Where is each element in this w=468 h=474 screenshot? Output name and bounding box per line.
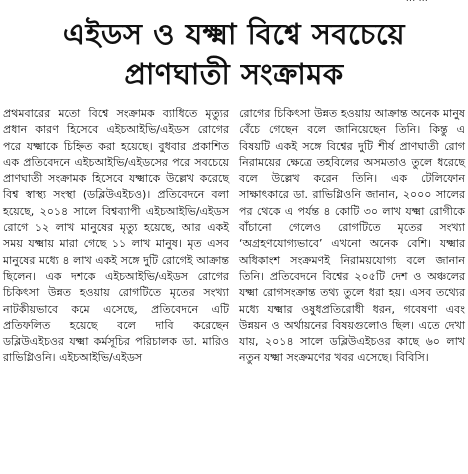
article-headline — [0, 14, 468, 94]
article-column-left: প্রথমবারের মতো বিশ্বে সংক্রামক ব্যাধিতে মৃত্যুর প্রধান কারণ হিসেবে এইচআইভি/এইডস রোগের পরে যক্ষ্মাকে চিহ্নিত করা হয়েছে। বুধবার প্রকাশিত এক প্রতিবেদনে এইচআইভি/এইডসের পরে সবচেয়ে প্রাণঘাতী সংক্রামক হিসেবে যক্ষ্মাকে উল্লেখ করেছে বিশ্ব স্বাস্থ্য সংস্থা (ডব্লিউএইচও)। প্রতিবেদনে বলা হয়েছে, ২০১৪ সালে বিশ্বব্যাপী এইচআইভি/এইডস রোগে ১২ লাখ মানুষের মৃত্যু হয়েছে, আর একই সময় যক্ষ্মায় মারা গেছে ১১ লাখ মানুষ। মৃত এসব মানুষের মধ্যে ৪ লাখ একই সঙ্গে দুটি রোগেই আক্রান্ত ছিলেন। এক দশকে এইচআইভি/এইডস রোগের চিকিৎসা উন্নত হওয়ায় রোগটিতে মৃতের সংখ্যা নাটকীয়ভাবে কমে এসেছে, প্রতিবেদনে এটি প্রতিফলিত হয়েছে বলে দাবি করেছেন ডব্লিউএইচওর যক্ষ্মা কর্মসূচির পরিচালক ডা. মারিও রাভিগ্লিওনি। এইচআইভি/এইডস — [3, 107, 229, 365]
headline-line-2: প্রাণঘাতী সংক্রামক — [124, 57, 344, 91]
article-column-right: রোগের চিকিৎসা উন্নত হওয়ায় আক্রান্ত অনেক মানুষ বেঁচে গেছেন বলে জানিয়েছেন তিনি। কিন্তু এ বিষয়টি একই সঙ্গে বিশ্বের দুটি শীর্ষ প্রাণঘাতী রোগ নিরাময়ের ক্ষেত্রে তহবিলের অসমতাও তুলে ধরেছে বলে উল্লেখ করেন তিনি। এক টেলিফোন সাক্ষাৎকারে ডা. রাভিগ্লিওনি জানান, ২০০০ সালের পর থেকে এ পর্যন্ত ৪ কোটি ৩০ লাখ যক্ষ্মা রোগীকে বাঁচানো গেলেও রোগটিতে মৃতের সংখ্যা ‘অগ্রহণযোগ্যভাবে’ এখনো অনেক বেশি। যক্ষ্মার অধিকাংশ সংক্রমণই নিরাময়যোগ্য বলে জানান তিনি। প্রতিবেদনে বিশ্বের ২০৫টি দেশ ও অঞ্চলের যক্ষ্মা রোগসংক্রান্ত তথ্য তুলে ধরা হয়। এসব তথ্যের মধ্যে যক্ষ্মার ওষুধপ্রতিরোধী ধরন, গবেষণা এবং উন্নয়ন ও অর্থায়নের বিষয়গুলোও ছিল। এতে দেখা যায়, ২০১৪ সালে ডব্লিউএইচওর কাছে ৬০ লাখ নতুন যক্ষ্মা সংক্রমণের খবর এসেছে। বিবিসি। — [239, 107, 465, 365]
article-body — [3, 106, 465, 474]
headline-line-1: এইডস ও যক্ষ্মা বিশ্বে সবচেয়ে — [62, 17, 406, 51]
previous-article-fragment — [0, 0, 468, 6]
previous-article-text — [406, 0, 428, 4]
